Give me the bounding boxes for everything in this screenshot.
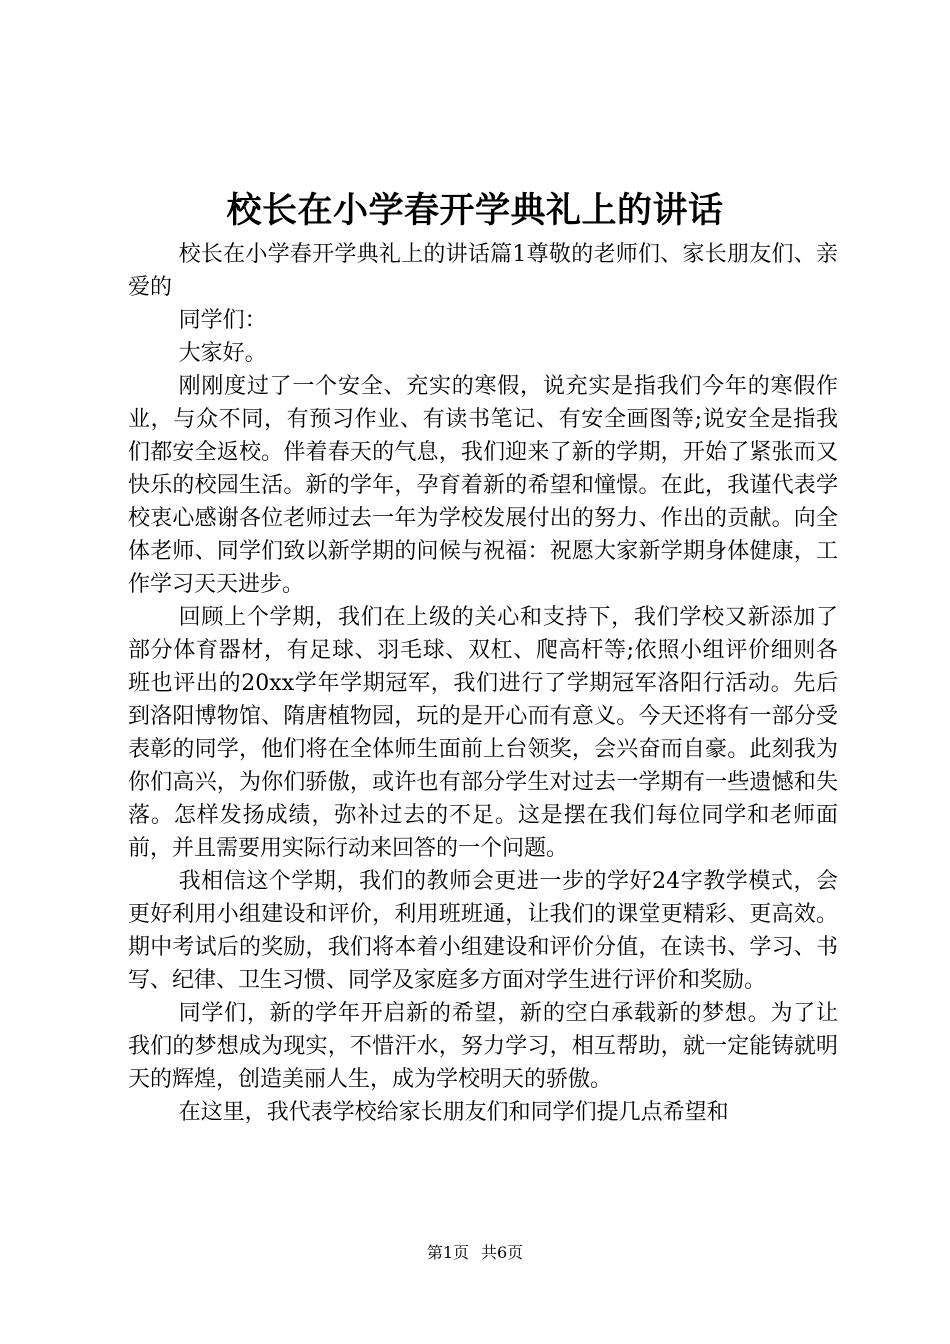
paragraph: 我相信这个学期，我们的教师会更进一步的学好24字教学模式，会更好利用小组建设和评价，利用班班通，让我们的课堂更精彩、更高效。期中考试后的奖励，我们将本着小组建设和评价分值，在读书、学习、书写、纪律、卫生习惯、同学及家庭多方面对学生进行评价和奖励。 [128,869,838,993]
paragraph: 同学们： [178,308,267,333]
paragraph: 在这里，我代表学校给家长朋友们和同学们提几点希望和 [178,1100,729,1125]
paragraph: 大家好。 [178,341,267,366]
paragraph: 刚刚度过了一个安全、充实的寒假，说充实是指我们今年的寒假作业，与众不同，有预习作业、有读书笔记、有安全画图等;说安全是指我们都安全返校。伴着春天的气息，我们迎来了新的学期，开始了紧张而又快乐的校园生活。新的学年，孕育着新的希望和憧憬。在此，我谨代表学校衷心感谢各位老师过去一年为学校发展付出的努力、作出的贡献。向全体老师、同学们致以新学期的问候与祝福：祝愿大家新学期身体健康，工作学习天天进步。 [128,374,838,597]
document-body [128,238,838,1129]
page-footer [0,1241,950,1265]
paragraph: 校长在小学春开学典礼上的讲话篇1尊敬的老师们、家长朋友们、亲爱的 [128,242,838,300]
paragraph: 回顾上个学期，我们在上级的关心和支持下，我们学校又新添加了部分体育器材，有足球、羽毛球、双杠、爬高杆等;依照小组评价细则各班也评出的20xx学年学期冠军，我们进行了学期冠军洛阳行活动。先后到洛阳博物馆、隋唐植物园，玩的是开心而有意义。今天还将有一部分受表彰的同学，他们将在全体师生面前上台领奖，会兴奋而自豪。此刻我为你们高兴，为你们骄傲，或许也有部分学生对过去一学期有一些遗憾和失落。怎样发扬成绩，弥补过去的不足。这是摆在我们每位同学和老师面前，并且需要用实际行动来回答的一个问题。 [128,605,838,861]
document-title: 校长在小学春开学典礼上的讲话 [226,190,724,231]
page-number: 第1页 [426,1243,469,1262]
page-total: 共6页 [481,1243,524,1262]
paragraph: 同学们，新的学年开启新的希望，新的空白承载新的梦想。为了让我们的梦想成为现实，不惜汗水，努力学习，相互帮助，就一定能铸就明天的辉煌，创造美丽人生，成为学校明天的骄傲。 [128,1001,838,1092]
